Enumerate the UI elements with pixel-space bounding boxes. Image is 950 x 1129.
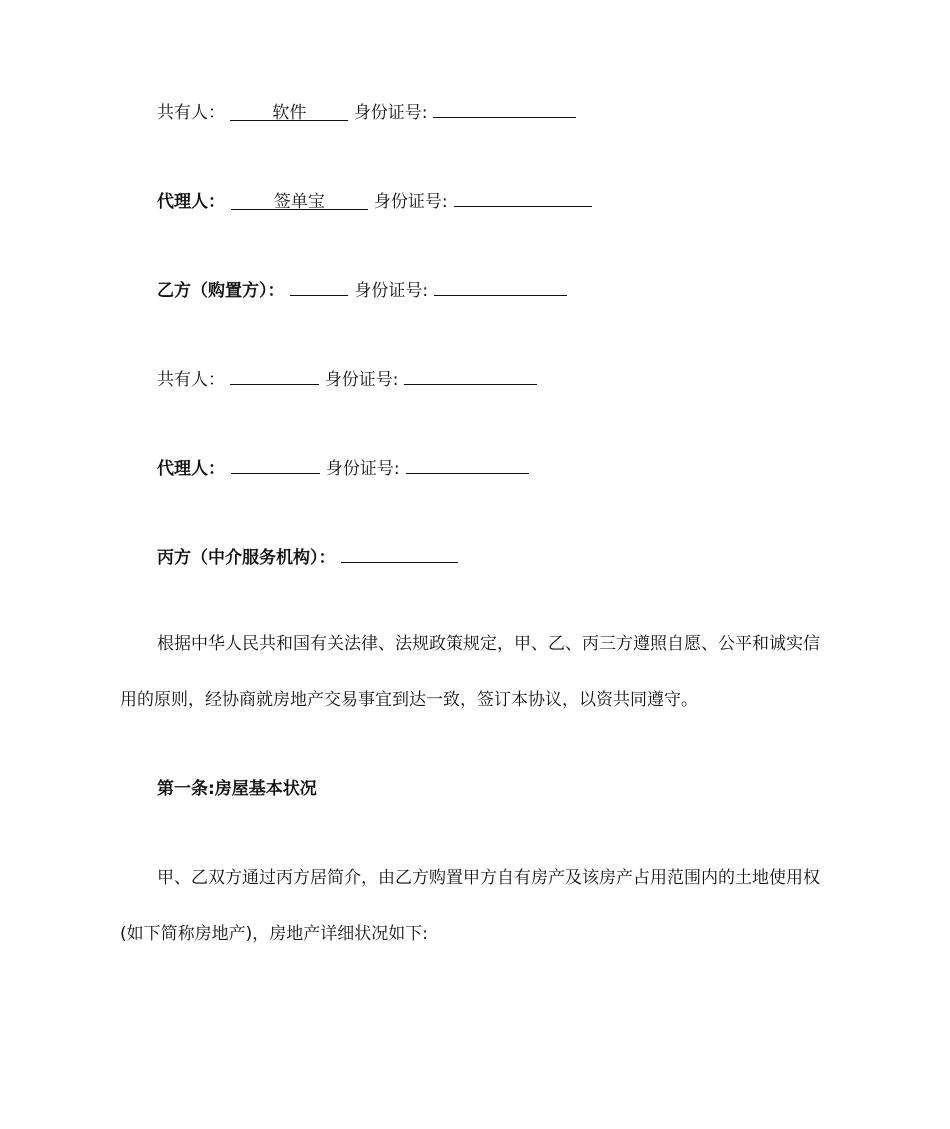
party-name-field [230,366,319,385]
party-name-field [231,455,320,474]
party-label: 代理人： [157,459,225,479]
party-line-co-owner-2 [157,366,537,391]
party-name-field [290,277,348,296]
party-line-agency [157,544,458,569]
party-line-buyer [157,277,567,302]
id-number-label: 身份证号: [325,459,400,479]
id-number-label: 身份证号: [353,103,428,123]
party-label: 共有人： [157,370,225,390]
party-name-field: 签单宝 [231,191,368,210]
article-1-body: 甲、乙双方通过丙方居简介，由乙方购置甲方自有房产及该房产占用范围内的土地使用权(如下简称房地产)，房地产详细状况如下: [120,868,820,944]
article-1-heading: 第一条:房屋基本状况 [157,779,317,799]
agency-label: 丙方（中介服务机构）： [157,548,336,568]
party-line-agent-1 [157,188,592,213]
intro-paragraph: 根据中华人民共和国有关法律、法规政策规定，甲、乙、丙三方遵照自愿、公平和诚实信用的原则，经协商就房地产交易事宜到达一致，签订本协议，以资共同遵守。 [120,634,820,710]
agency-name-field [341,544,458,563]
id-number-field [404,366,537,385]
id-number-label: 身份证号: [354,281,429,301]
party-label: 共有人： [157,103,225,123]
id-number-label: 身份证号: [324,370,399,390]
party-label: 乙方（购置方）： [157,281,285,301]
party-line-agent-2 [157,455,529,480]
id-number-field [433,99,576,118]
id-number-label: 身份证号: [373,192,448,212]
id-number-field [406,455,529,474]
party-line-co-owner-1 [157,99,576,124]
id-number-field [434,277,567,296]
id-number-field [454,188,592,207]
party-label: 代理人： [157,192,225,212]
party-name-field: 软件 [230,102,348,121]
